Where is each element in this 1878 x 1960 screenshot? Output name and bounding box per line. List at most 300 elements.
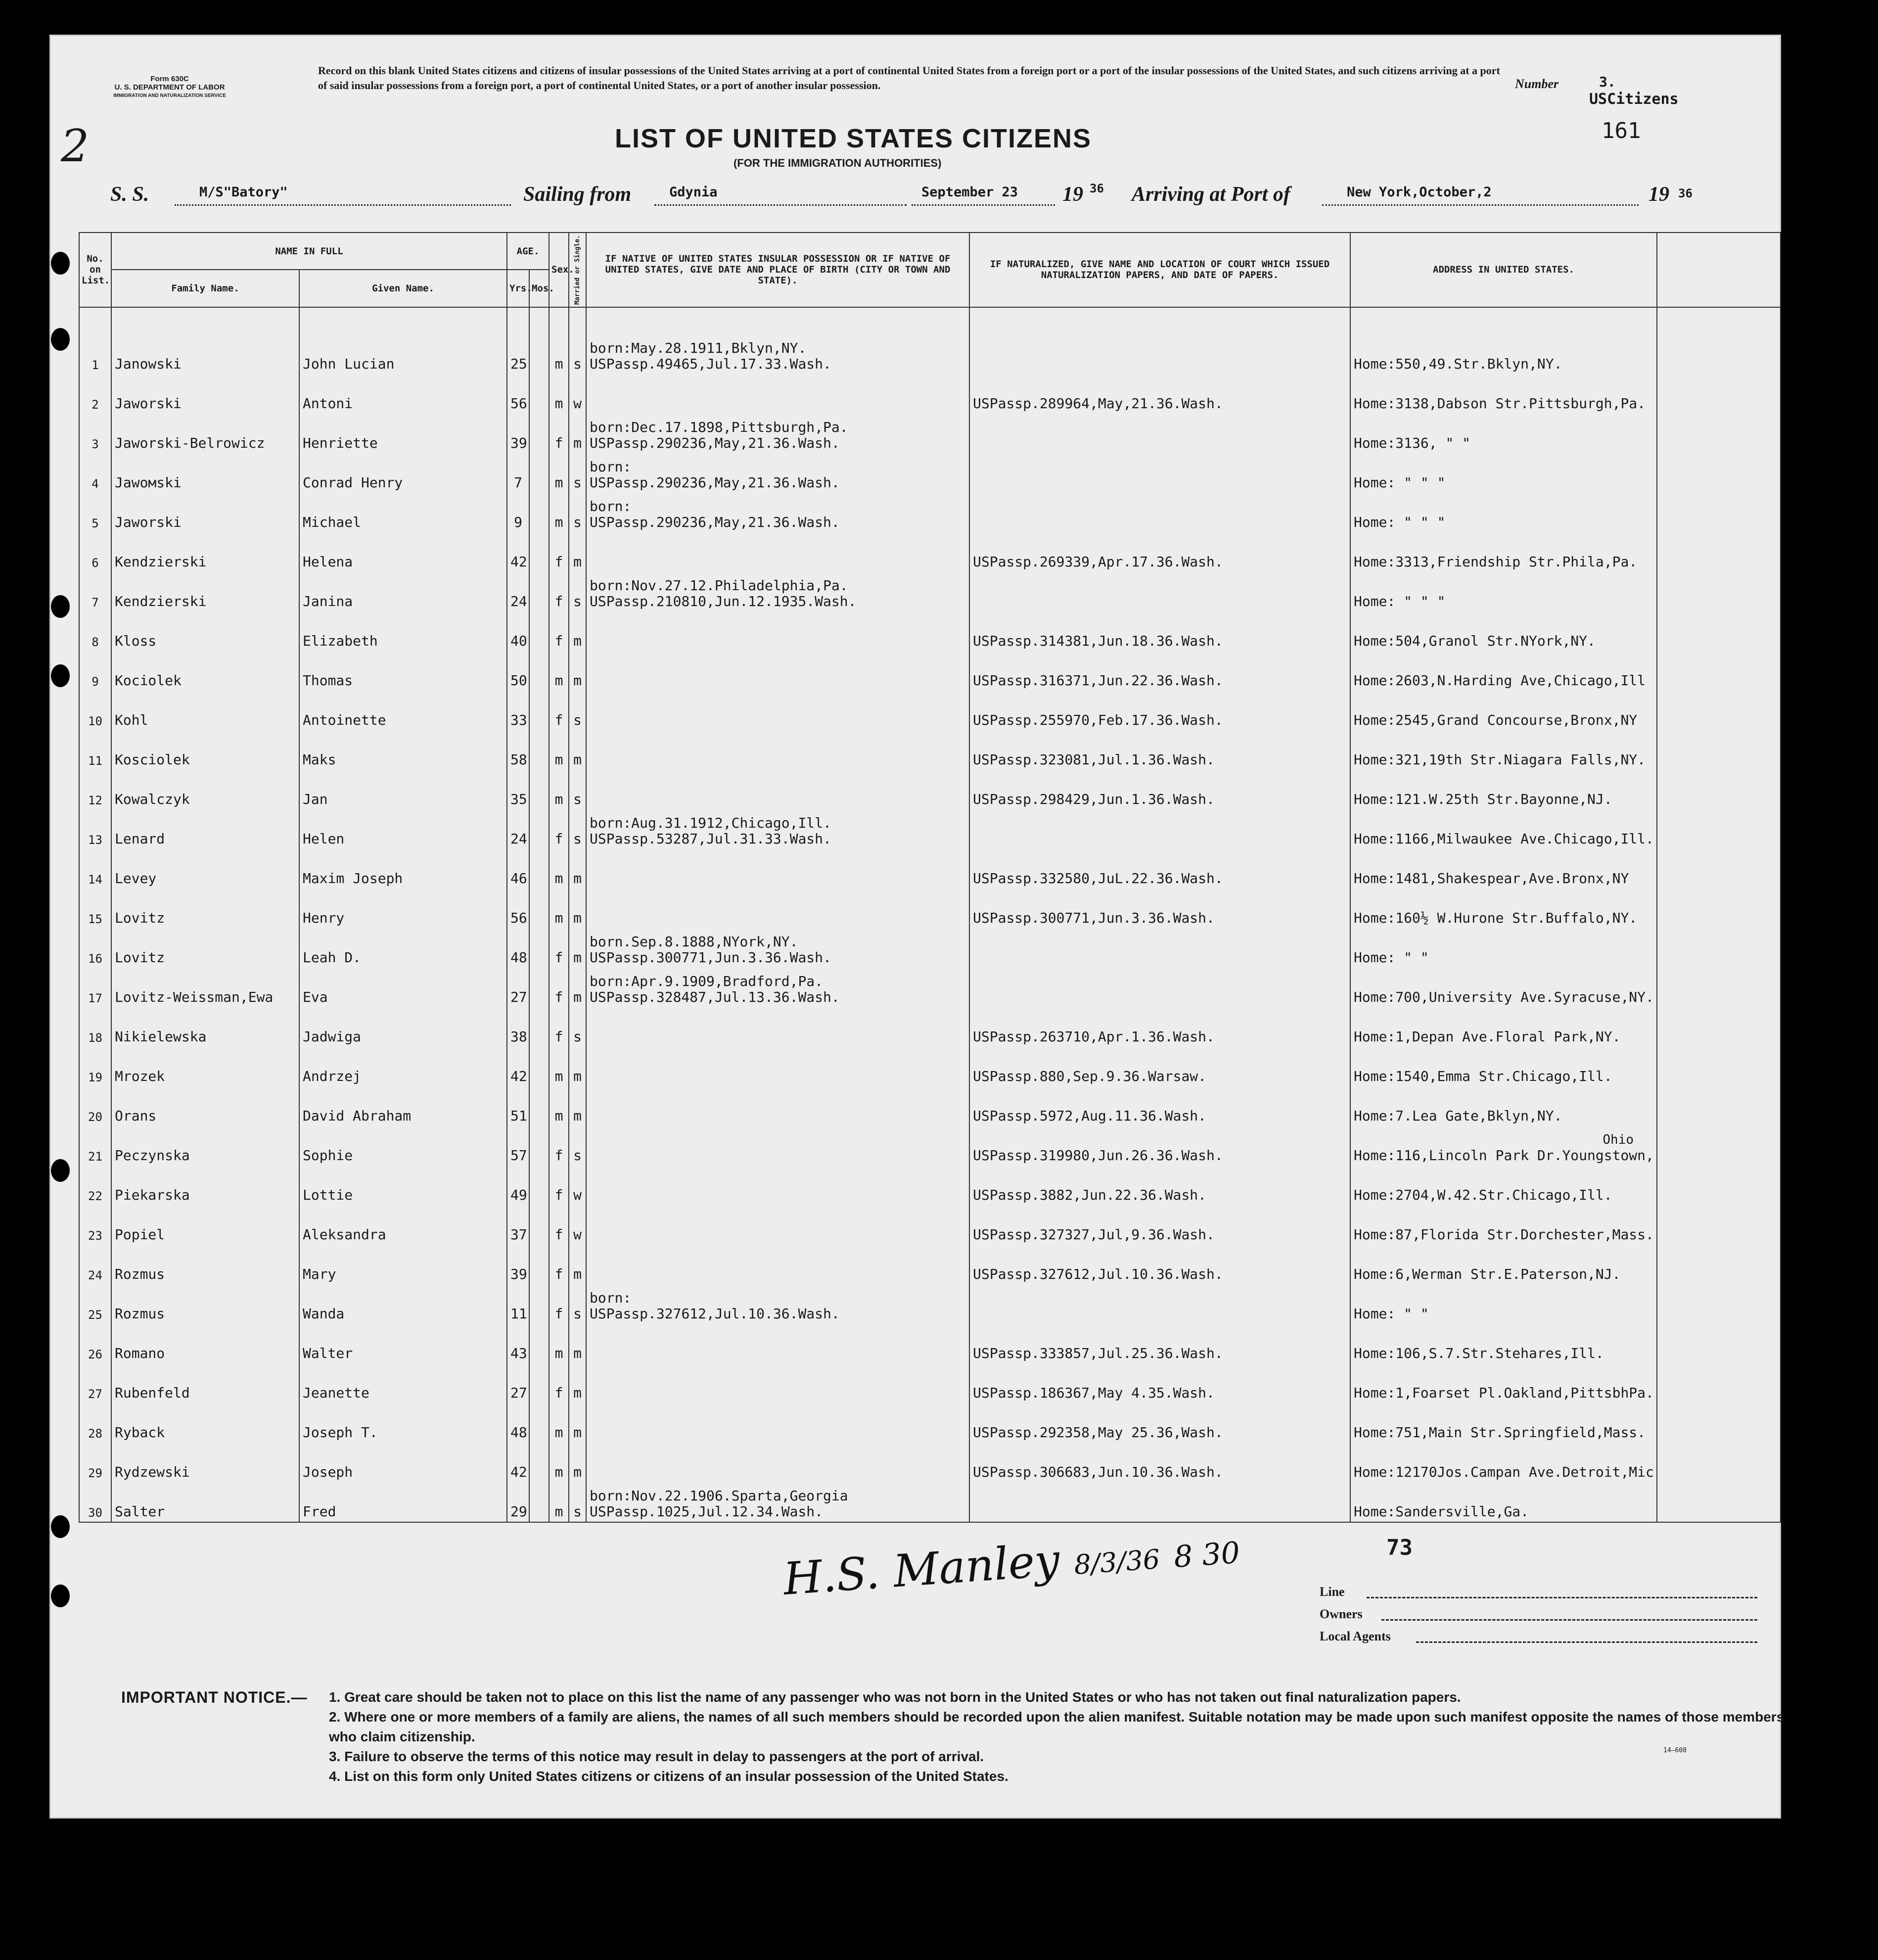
passport-line: USPassp.53287,Jul.31.33.Wash.: [590, 830, 831, 847]
row-number: 2: [79, 374, 111, 414]
birth-info: [586, 1086, 969, 1126]
blank: [1657, 1205, 1781, 1245]
age-years: 24: [507, 809, 529, 849]
arrival-year-suffix: 36: [1678, 187, 1693, 200]
given-name: Andrzej: [299, 1047, 507, 1086]
family-name: Rubenfeld: [111, 1363, 299, 1403]
age-years: 37: [507, 1205, 529, 1245]
row-number: 8: [79, 611, 111, 651]
table-row: [79, 1007, 1781, 1047]
age-months: [529, 334, 549, 374]
us-address: [1350, 1126, 1657, 1166]
marital-status: m: [569, 1245, 586, 1284]
birth-line: born:Dec.17.1898,Pittsburgh,Pa.: [590, 419, 848, 435]
age-months: [529, 651, 549, 691]
us-address: Home:751,Main Str.Springfield,Mass.: [1350, 1403, 1657, 1443]
blank: [1657, 1363, 1781, 1403]
given-name: Maks: [299, 730, 507, 770]
family-name: Lenard: [111, 809, 299, 849]
age-years: 48: [507, 928, 529, 968]
row-number: 15: [79, 888, 111, 928]
passport-line: USPassp.290236,May,21.36.Wash.: [590, 513, 840, 530]
us-address: Home:6,Werman Str.E.Paterson,NJ.: [1350, 1245, 1657, 1284]
naturalization-info: USPassp.298429,Jun.1.36.Wash.: [969, 770, 1350, 809]
blank: [1657, 1126, 1781, 1166]
birth-info: [586, 1443, 969, 1482]
family-name: Jaworski: [111, 374, 299, 414]
sex: m: [549, 730, 569, 770]
sex: m: [549, 849, 569, 888]
birth-info: [586, 730, 969, 770]
age-years: 48: [507, 1403, 529, 1443]
punch-hole: [51, 1585, 70, 1607]
birth-line: born:Apr.9.1909,Bradford,Pa.: [590, 973, 824, 989]
age-years: 46: [507, 849, 529, 888]
sex: m: [549, 493, 569, 532]
marital-status: s: [569, 1482, 586, 1522]
birth-info: [586, 1284, 969, 1324]
marital-status: m: [569, 1047, 586, 1086]
given-name: Helen: [299, 809, 507, 849]
family-name: Nikielewska: [111, 1007, 299, 1047]
birth-info: [586, 453, 969, 493]
birth-info: [586, 1126, 969, 1166]
naturalization-info: USPassp.323081,Jul.1.36.Wash.: [969, 730, 1350, 770]
birth-info: [586, 611, 969, 651]
us-address: Home:2603,N.Harding Ave,Chicago,Ill: [1350, 651, 1657, 691]
birth-info: [586, 888, 969, 928]
us-address: Home:700,University Ave.Syracuse,NY.: [1350, 968, 1657, 1007]
family-name: Jaworski-Belrowicz: [111, 414, 299, 453]
blank: [1657, 414, 1781, 453]
punch-hole: [51, 595, 70, 618]
page-number: 161: [1602, 118, 1641, 143]
passport-line: USPassp.300771,Jun.3.36.Wash.: [590, 949, 831, 966]
row-number: 25: [79, 1284, 111, 1324]
age-months: [529, 1443, 549, 1482]
family-name: Lovitz: [111, 928, 299, 968]
stamp-number: 73: [1386, 1535, 1413, 1560]
blank: [1657, 1443, 1781, 1482]
given-name: Jan: [299, 770, 507, 809]
table-row: [79, 770, 1781, 809]
punch-hole: [51, 1159, 70, 1182]
notice-list: [329, 1687, 1788, 1786]
naturalization-info: USPassp.5972,Aug.11.36.Wash.: [969, 1086, 1350, 1126]
family-name: Kohl: [111, 691, 299, 730]
age-years: 58: [507, 730, 529, 770]
age-years: 27: [507, 968, 529, 1007]
marital-status: s: [569, 809, 586, 849]
row-number: 9: [79, 651, 111, 691]
table-row: [79, 453, 1781, 493]
row-number: 7: [79, 572, 111, 611]
us-address: Home:106,S.7.Str.Stehares,Ill.: [1350, 1324, 1657, 1363]
blank: [1657, 651, 1781, 691]
table-row: [79, 532, 1781, 572]
line-label: Line: [1320, 1585, 1345, 1599]
marital-status: m: [569, 1403, 586, 1443]
birth-info: [586, 1245, 969, 1284]
family-name: Kowalczyk: [111, 770, 299, 809]
given-name: Eva: [299, 968, 507, 1007]
given-name: David Abraham: [299, 1086, 507, 1126]
family-name: Lovitz-Weissman,Ewa: [111, 968, 299, 1007]
col-family-name: Family Name.: [111, 270, 299, 307]
us-address: Home:3313,Friendship Str.Phila,Pa.: [1350, 532, 1657, 572]
marital-status: s: [569, 334, 586, 374]
given-name: Lottie: [299, 1166, 507, 1205]
table-row: [79, 928, 1781, 968]
birth-line: born:: [590, 1289, 632, 1306]
age-years: 56: [507, 374, 529, 414]
table-row: [79, 1086, 1781, 1126]
table-row: [79, 1284, 1781, 1324]
marital-status: m: [569, 1443, 586, 1482]
blank: [1657, 572, 1781, 611]
table-row: [79, 1126, 1781, 1166]
table-row: [79, 888, 1781, 928]
row-number: 22: [79, 1166, 111, 1205]
marital-status: m: [569, 730, 586, 770]
sex: f: [549, 968, 569, 1007]
marital-status: m: [569, 888, 586, 928]
given-name: Joseph: [299, 1443, 507, 1482]
year-prefix: 19: [1062, 183, 1083, 206]
age-months: [529, 968, 549, 1007]
given-name: Sophie: [299, 1126, 507, 1166]
birth-info: [586, 1403, 969, 1443]
local-agents-label: Local Agents: [1320, 1629, 1391, 1643]
age-years: 39: [507, 1245, 529, 1284]
row-number: 6: [79, 532, 111, 572]
us-address: Home: " ": [1350, 1284, 1657, 1324]
family-name: Levey: [111, 849, 299, 888]
sex: f: [549, 1284, 569, 1324]
us-address: Home:160½ W.Hurone Str.Buffalo,NY.: [1350, 888, 1657, 928]
given-name: Antoni: [299, 374, 507, 414]
age-years: 38: [507, 1007, 529, 1047]
punch-hole: [51, 1515, 70, 1538]
given-name: Fred: [299, 1482, 507, 1522]
family-name: Romano: [111, 1324, 299, 1363]
table-row: [79, 1403, 1781, 1443]
age-months: [529, 1007, 549, 1047]
col-sex: Sex.: [549, 233, 569, 307]
family-name: Rozmus: [111, 1284, 299, 1324]
table-row: [79, 414, 1781, 453]
sex: f: [549, 532, 569, 572]
naturalization-info: [969, 493, 1350, 532]
family-name: Kendzierski: [111, 572, 299, 611]
family-name: Rozmus: [111, 1245, 299, 1284]
passport-line: USPassp.290236,May,21.36.Wash.: [590, 474, 840, 491]
naturalization-info: USPassp.333857,Jul.25.36.Wash.: [969, 1324, 1350, 1363]
us-address: Home:3136, " ": [1350, 414, 1657, 453]
birth-line: born:: [590, 498, 632, 514]
age-years: 27: [507, 1363, 529, 1403]
table-row: [79, 1047, 1781, 1086]
naturalization-info: USPassp.300771,Jun.3.36.Wash.: [969, 888, 1350, 928]
given-name: Henriette: [299, 414, 507, 453]
given-name: Helena: [299, 532, 507, 572]
blank: [1657, 1166, 1781, 1205]
sex: f: [549, 809, 569, 849]
given-name: Aleksandra: [299, 1205, 507, 1245]
us-address: Home:12170Jos.Campan Ave.Detroit,Mic: [1350, 1443, 1657, 1482]
birth-info: [586, 968, 969, 1007]
arrival-year-prefix: 19: [1649, 183, 1669, 206]
blank: [1657, 1324, 1781, 1363]
birth-info: [586, 334, 969, 374]
blank: [1657, 493, 1781, 532]
table-row: [79, 809, 1781, 849]
sex: f: [549, 1245, 569, 1284]
age-years: 39: [507, 414, 529, 453]
age-months: [529, 1363, 549, 1403]
notice-item: 4. List on this form only United States citizens or citizens of an insular possession of the United States.: [329, 1769, 1008, 1784]
naturalization-info: [969, 968, 1350, 1007]
family-name: Kloss: [111, 611, 299, 651]
table-row: [79, 968, 1781, 1007]
naturalization-info: [969, 1284, 1350, 1324]
ss-label: S. S.: [110, 183, 149, 206]
form-number: Form 630C: [150, 75, 189, 83]
table-row: [79, 1166, 1781, 1205]
sex: m: [549, 1086, 569, 1126]
row-number: 28: [79, 1403, 111, 1443]
marital-status: m: [569, 968, 586, 1007]
sex: m: [549, 651, 569, 691]
age-years: 42: [507, 532, 529, 572]
blank: [1657, 334, 1781, 374]
sex: f: [549, 1166, 569, 1205]
row-number: 24: [79, 1245, 111, 1284]
row-number: 13: [79, 809, 111, 849]
col-naturalized: IF NATURALIZED, GIVE NAME AND LOCATION OF COURT WHICH ISSUED NATURALIZATION PAPERS, AND DATE OF PAPERS.: [969, 233, 1350, 307]
age-years: 56: [507, 888, 529, 928]
birth-info: [586, 493, 969, 532]
sex: m: [549, 888, 569, 928]
table-row: [79, 1245, 1781, 1284]
us-address: Home:1540,Emma Str.Chicago,Ill.: [1350, 1047, 1657, 1086]
marital-status: w: [569, 1205, 586, 1245]
age-months: [529, 809, 549, 849]
us-address: Home:121.W.25th Str.Bayonne,NJ.: [1350, 770, 1657, 809]
naturalization-info: [969, 809, 1350, 849]
age-months: [529, 1126, 549, 1166]
sex: m: [549, 1047, 569, 1086]
given-name: Maxim Joseph: [299, 849, 507, 888]
naturalization-info: USPassp.314381,Jun.18.36.Wash.: [969, 611, 1350, 651]
family-name: Jawoмski: [111, 453, 299, 493]
birth-info: [586, 1482, 969, 1522]
col-name-in-full: NAME IN FULL: [111, 233, 507, 270]
row-number: 1: [79, 334, 111, 374]
family-name: Ryback: [111, 1403, 299, 1443]
table-row: [79, 334, 1781, 374]
blank: [1657, 888, 1781, 928]
given-name: Henry: [299, 888, 507, 928]
table-row: [79, 849, 1781, 888]
row-number: 5: [79, 493, 111, 532]
sex: f: [549, 1126, 569, 1166]
naturalization-info: USPassp.332580,JuL.22.36.Wash.: [969, 849, 1350, 888]
passport-line: USPassp.327612,Jul.10.36.Wash.: [590, 1305, 840, 1322]
number-label: Number: [1515, 77, 1559, 91]
row-number: 12: [79, 770, 111, 809]
family-name: Piekarska: [111, 1166, 299, 1205]
sex: f: [549, 928, 569, 968]
address-state-note: Ohio: [1603, 1132, 1634, 1147]
birth-info: [586, 532, 969, 572]
us-address: Home: " " ": [1350, 572, 1657, 611]
us-address: Home:1,Depan Ave.Floral Park,NY.: [1350, 1007, 1657, 1047]
age-months: [529, 730, 549, 770]
table-row: [79, 374, 1781, 414]
age-months: [529, 532, 549, 572]
marital-status: m: [569, 651, 586, 691]
blank: [1657, 849, 1781, 888]
blank: [1657, 968, 1781, 1007]
naturalization-info: [969, 1482, 1350, 1522]
naturalization-info: USPassp.292358,May 25.36,Wash.: [969, 1403, 1350, 1443]
naturalization-info: USPassp.327327,Jul,9.36.Wash.: [969, 1205, 1350, 1245]
naturalization-info: USPassp.3882,Jun.22.36.Wash.: [969, 1166, 1350, 1205]
row-number: 14: [79, 849, 111, 888]
blank: [1657, 809, 1781, 849]
age-years: 7: [507, 453, 529, 493]
owners-label: Owners: [1320, 1607, 1363, 1621]
blank: [1657, 928, 1781, 968]
naturalization-info: USPassp.269339,Apr.17.36.Wash.: [969, 532, 1350, 572]
row-number: 11: [79, 730, 111, 770]
us-address: Home:1166,Milwaukee Ave.Chicago,Ill.: [1350, 809, 1657, 849]
col-given-name: Given Name.: [299, 270, 507, 307]
age-months: [529, 888, 549, 928]
age-months: [529, 1245, 549, 1284]
birth-line: born:Nov.22.1906.Sparta,Georgia: [590, 1487, 848, 1504]
age-months: [529, 691, 549, 730]
naturalization-info: USPassp.289964,May,21.36.Wash.: [969, 374, 1350, 414]
family-name: Janowski: [111, 334, 299, 374]
marital-status: s: [569, 572, 586, 611]
age-years: 25: [507, 334, 529, 374]
blank: [1657, 374, 1781, 414]
sailing-from-label: Sailing from: [523, 183, 632, 206]
family-name: Kendzierski: [111, 532, 299, 572]
naturalization-info: USPassp.880,Sep.9.36.Warsaw.: [969, 1047, 1350, 1086]
notice-heading: IMPORTANT NOTICE.—: [121, 1688, 308, 1706]
birth-info: [586, 1324, 969, 1363]
marital-status: m: [569, 414, 586, 453]
table-row: [79, 611, 1781, 651]
given-name: Walter: [299, 1324, 507, 1363]
row-number: 20: [79, 1086, 111, 1126]
birth-line: born:Nov.27.12.Philadelphia,Pa.: [590, 577, 848, 594]
naturalization-info: [969, 453, 1350, 493]
given-name: Conrad Henry: [299, 453, 507, 493]
birth-info: [586, 1007, 969, 1047]
table-row: [79, 691, 1781, 730]
birth-info: [586, 770, 969, 809]
family-name: Lovitz: [111, 888, 299, 928]
naturalization-info: USPassp.186367,May 4.35.Wash.: [969, 1363, 1350, 1403]
family-name: Salter: [111, 1482, 299, 1522]
age-months: [529, 374, 549, 414]
row-number: 18: [79, 1007, 111, 1047]
important-notice: [121, 1687, 1803, 1801]
age-months: [529, 572, 549, 611]
us-address: Home: " " ": [1350, 453, 1657, 493]
blank: [1657, 1284, 1781, 1324]
age-years: 35: [507, 770, 529, 809]
col-address: ADDRESS IN UNITED STATES.: [1350, 233, 1657, 307]
age-years: 42: [507, 1443, 529, 1482]
notice-item: 2. Where one or more members of a family are aliens, the names of all such members should be recorded upon the alien manifest. Suitable notation may be made upon such manifest opposite the names of those members who claim citizenship.: [329, 1709, 1785, 1744]
age-years: 51: [507, 1086, 529, 1126]
row-number: 3: [79, 414, 111, 453]
blank: [1657, 1086, 1781, 1126]
blank: [1657, 730, 1781, 770]
sex: m: [549, 1324, 569, 1363]
age-years: 33: [507, 691, 529, 730]
marital-status: s: [569, 1126, 586, 1166]
row-number: 26: [79, 1324, 111, 1363]
marital-status: s: [569, 691, 586, 730]
birth-info: [586, 1047, 969, 1086]
sex: f: [549, 1007, 569, 1047]
family-name: Peczynska: [111, 1126, 299, 1166]
marital-status: m: [569, 611, 586, 651]
blank: [1657, 1007, 1781, 1047]
sex: f: [549, 414, 569, 453]
given-name: Thomas: [299, 651, 507, 691]
punch-hole: [51, 664, 70, 687]
given-name: Mary: [299, 1245, 507, 1284]
service: IMMIGRATION AND NATURALIZATION SERVICE: [113, 93, 226, 98]
sex: f: [549, 611, 569, 651]
signature: H.S. Manley 8/3/36 8 30: [781, 1534, 1241, 1606]
birth-line: born:: [590, 458, 632, 475]
naturalization-info: [969, 572, 1350, 611]
col-native: IF NATIVE OF UNITED STATES INSULAR POSSESSION OR IF NATIVE OF UNITED STATES, GIVE DATE AND PLACE OF BIRTH (CITY OR TOWN AND STATE).: [586, 233, 969, 307]
col-married: Married or Single.: [569, 233, 586, 307]
birth-line: born.Sep.8.1888,NYork,NY.: [590, 933, 798, 950]
marital-status: m: [569, 1086, 586, 1126]
given-name: Jeanette: [299, 1363, 507, 1403]
notice-item: 3. Failure to observe the terms of this notice may result in delay to passengers at the port of arrival.: [329, 1749, 984, 1764]
marital-status: s: [569, 1284, 586, 1324]
age-months: [529, 928, 549, 968]
naturalization-info: USPassp.319980,Jun.26.36.Wash.: [969, 1126, 1350, 1166]
row-number: 10: [79, 691, 111, 730]
us-address: Home: " " ": [1350, 493, 1657, 532]
blank: [1657, 770, 1781, 809]
form-instructions: Record on this blank United States citizens and citizens of insular possessions of the United States arriving at a port of continental United States from a foreign port or a port of the insular possessions of the United States, and such citizens arriving at a port of said insular possessions from a foreign port, a port of continental United States, or a port of another insular possession.: [318, 64, 1500, 92]
marital-status: s: [569, 770, 586, 809]
us-address: Home:321,19th Str.Niagara Falls,NY.: [1350, 730, 1657, 770]
age-years: 9: [507, 493, 529, 532]
age-months: [529, 1047, 549, 1086]
birth-info: [586, 651, 969, 691]
sex: m: [549, 453, 569, 493]
naturalization-info: USPassp.316371,Jun.22.36.Wash.: [969, 651, 1350, 691]
passport-line: USPassp.328487,Jul.13.36.Wash.: [590, 988, 840, 1005]
sex: m: [549, 374, 569, 414]
passenger-table: [79, 232, 1781, 1523]
sailing-date: September 23: [921, 185, 1018, 200]
